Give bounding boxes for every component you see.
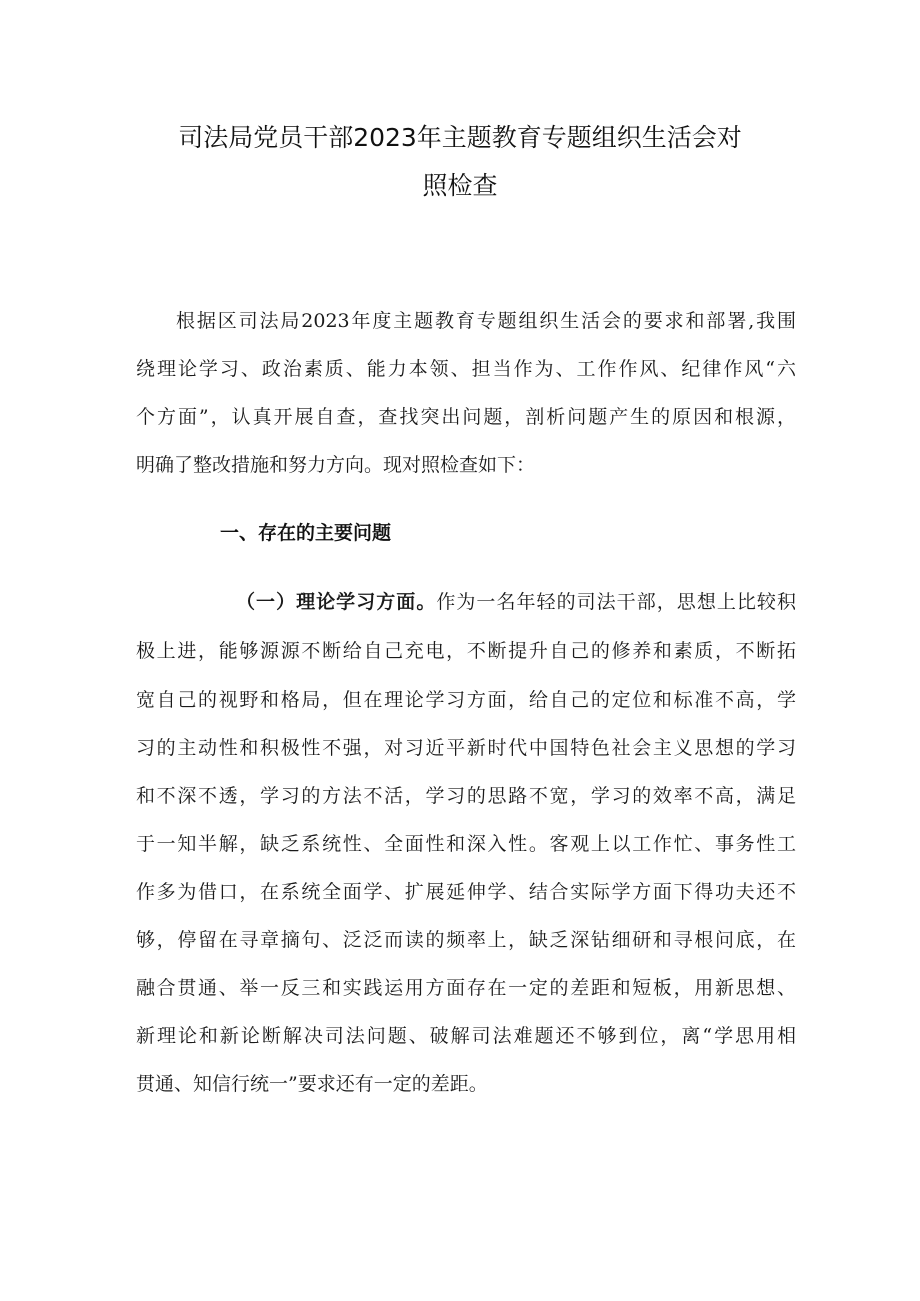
body-line: 新理论和新论断解决司法问题、破解司法难题还不够到位，离“学思用相: [136, 1025, 796, 1047]
subsection-first-line-text: 作为一名年轻的司法干部，思想上比较积: [436, 591, 796, 613]
body-line: 和不深不透，学习的方法不活，学习的思路不宽，学习的效率不高，满足: [136, 785, 796, 807]
body-line: 够，停留在寻章摘句、泛泛而读的频率上，缺乏深钻细研和寻根问底，在: [136, 929, 796, 951]
body-line: 贯通、知信行统一”要求还有一定的差距。: [136, 1073, 488, 1095]
body-line: 融合贯通、举一反三和实践运用方面存在一定的差距和短板，用新思想、: [136, 977, 796, 999]
body-line: 习的主动性和积极性不强，对习近平新时代中国特色社会主义思想的学习: [136, 737, 796, 759]
body-line: 于一知半解，缺乏系统性、全面性和深入性。客观上以工作忙、事务性工: [136, 833, 796, 855]
section-heading: 一、存在的主要问题: [220, 522, 392, 544]
subsection-label: （一）理论学习方面。: [236, 591, 437, 613]
document-title-line-2: 照检查: [422, 171, 498, 200]
document-title-line-1: 司法局党员干部2023年主题教育专题组织生活会对: [178, 123, 742, 152]
body-line: 极上进，能够源源不断给自己充电，不断提升自己的修养和素质，不断拓: [136, 640, 796, 662]
body-line: 宽自己的视野和格局，但在理论学习方面，给自己的定位和标准不高，学: [136, 689, 796, 711]
intro-line: 根据区司法局2023年度主题教育专题组织生活会的要求和部署,我围: [176, 310, 796, 332]
intro-line: 绕理论学习、政治素质、能力本领、担当作为、工作作风、纪律作风“六: [136, 358, 796, 380]
intro-line: 个方面”，认真开展自查，查找突出问题，剖析问题产生的原因和根源，: [136, 406, 796, 428]
intro-line: 明确了整改措施和努力方向。现对照检查如下：: [136, 454, 536, 476]
body-line: 作多为借口，在系统全面学、扩展延伸学、结合实际学方面下得功夫还不: [136, 881, 796, 903]
subsection-first-line: [236, 578, 796, 626]
